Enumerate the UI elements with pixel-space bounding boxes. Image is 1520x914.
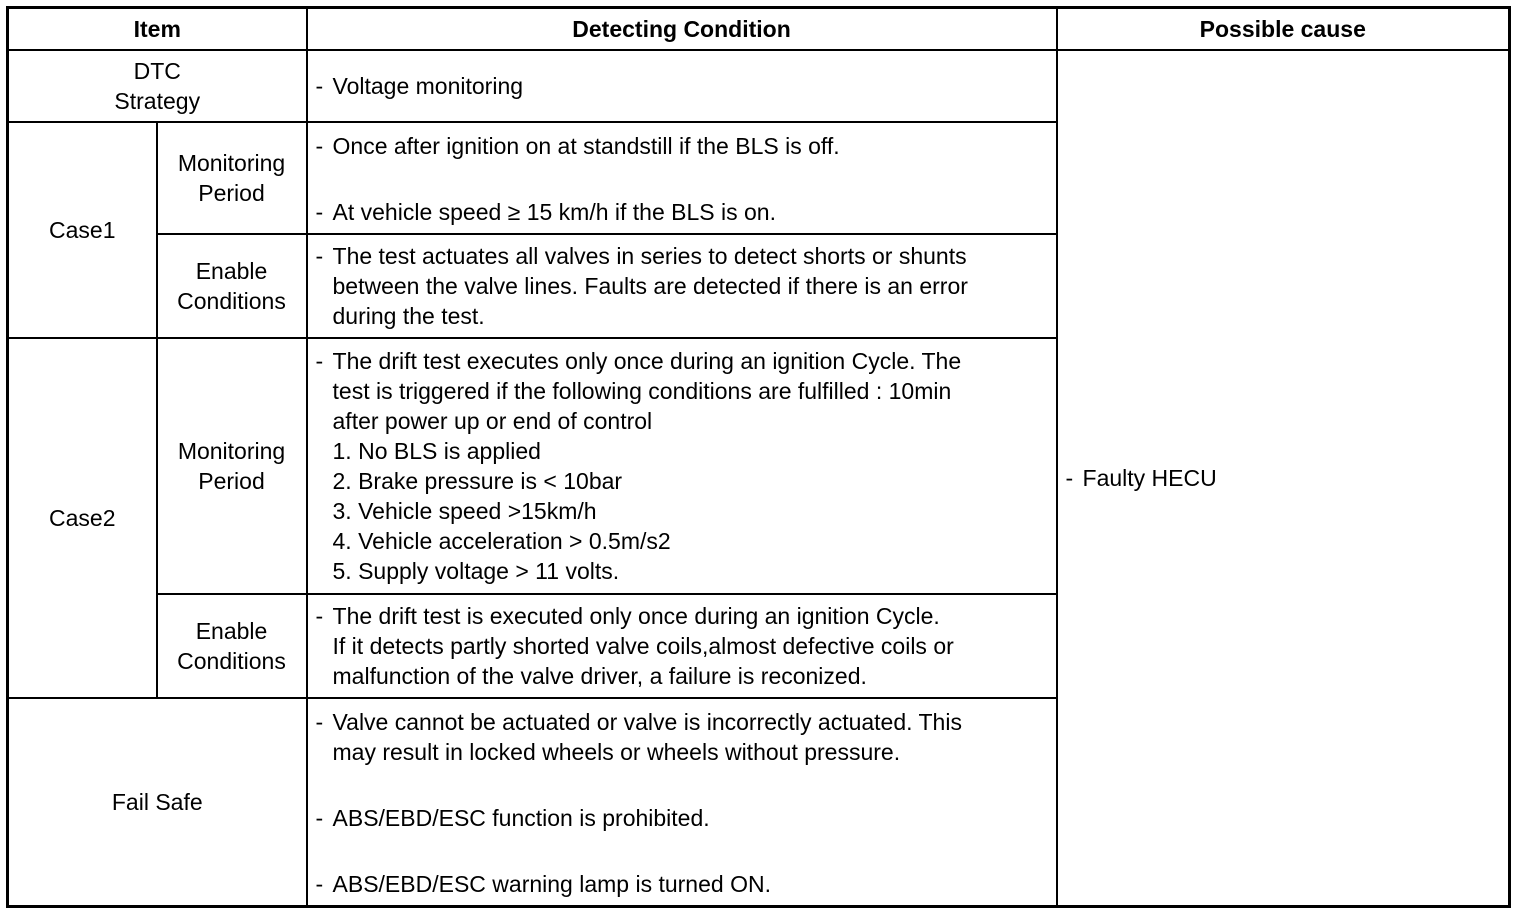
case1-monitoring-label-text: Monitoring Period (177, 149, 286, 206)
case2-enable-label (157, 594, 307, 698)
dtc-strategy-label-text: DTC Strategy (114, 57, 201, 114)
case1-label: Case1 (8, 122, 157, 338)
dtc-strategy-condition (307, 50, 1057, 122)
row-dtc-strategy (8, 50, 1510, 122)
header-detecting-condition: Detecting Condition (307, 8, 1057, 50)
case2-monitoring-label-text: Monitoring Period (177, 437, 286, 494)
possible-cause-text: Faulty HECU (1082, 464, 1217, 491)
case2-enable-label-text: Enable Conditions (177, 618, 286, 675)
bullet-dash: - (315, 871, 324, 898)
bullet-dash: - (1065, 464, 1074, 491)
fail-safe-label: Fail Safe (8, 698, 307, 906)
bullet-dash: - (315, 72, 324, 99)
case2-monitoring-text: The drift test executes only once during an ignition Cycle. The test is triggered if the following conditions are fulfilled : 10min after power up or end of control 1. No BLS is applied 2. Brake pressure is < 10bar 3. Vehicle speed >15km/h 4. Vehicle acceleration > 0.5m/s2 5. Supply voltage > 11 volts. (332, 347, 962, 584)
bullet-dash: - (315, 347, 324, 374)
bullet-dash: - (315, 198, 324, 225)
bullet-dash: - (315, 242, 324, 269)
case1-monitoring-label (157, 122, 307, 234)
bullet-dash: - (315, 805, 324, 832)
case1-monitoring-line-1: Once after ignition on at standstill if the BLS is off. (332, 132, 840, 159)
bullet-dash: - (315, 603, 324, 630)
fail-safe-line-2: ABS/EBD/ESC function is prohibited. (332, 805, 710, 832)
case2-enable-condition (307, 594, 1057, 698)
case2-enable-text: The drift test is executed only once during an ignition Cycle. If it detects partly shorted valve coils,almost defective coils or malfunction of the valve driver, a failure is reconized. (332, 603, 954, 690)
case1-enable-condition (307, 234, 1057, 338)
fail-safe-line-1: Valve cannot be actuated or valve is incorrectly actuated. This may result in locked wheels or wheels without pressure. (332, 709, 962, 766)
dtc-strategy-condition-text: Voltage monitoring (332, 72, 524, 99)
header-possible-cause: Possible cause (1057, 8, 1510, 50)
fail-safe-line-3: ABS/EBD/ESC warning lamp is turned ON. (332, 871, 771, 898)
case1-enable-label-text: Enable Conditions (177, 257, 286, 314)
possible-cause-cell (1057, 50, 1510, 907)
case1-enable-label (157, 234, 307, 338)
bullet-dash: - (315, 709, 324, 736)
case2-label: Case2 (8, 338, 157, 698)
fail-safe-condition (307, 698, 1057, 906)
header-row (8, 8, 1510, 50)
dtc-table (6, 6, 1511, 908)
case1-monitoring-line-2: At vehicle speed ≥ 15 km/h if the BLS is on. (332, 198, 776, 225)
case1-enable-text: The test actuates all valves in series to detect shorts or shunts between the valve lines. Faults are detected if there is an error during the test. (332, 242, 968, 329)
case2-monitoring-label (157, 338, 307, 594)
case1-monitoring-condition (307, 122, 1057, 234)
header-item: Item (8, 8, 307, 50)
dtc-strategy-label (8, 50, 307, 122)
bullet-dash: - (315, 132, 324, 159)
case2-monitoring-condition (307, 338, 1057, 594)
